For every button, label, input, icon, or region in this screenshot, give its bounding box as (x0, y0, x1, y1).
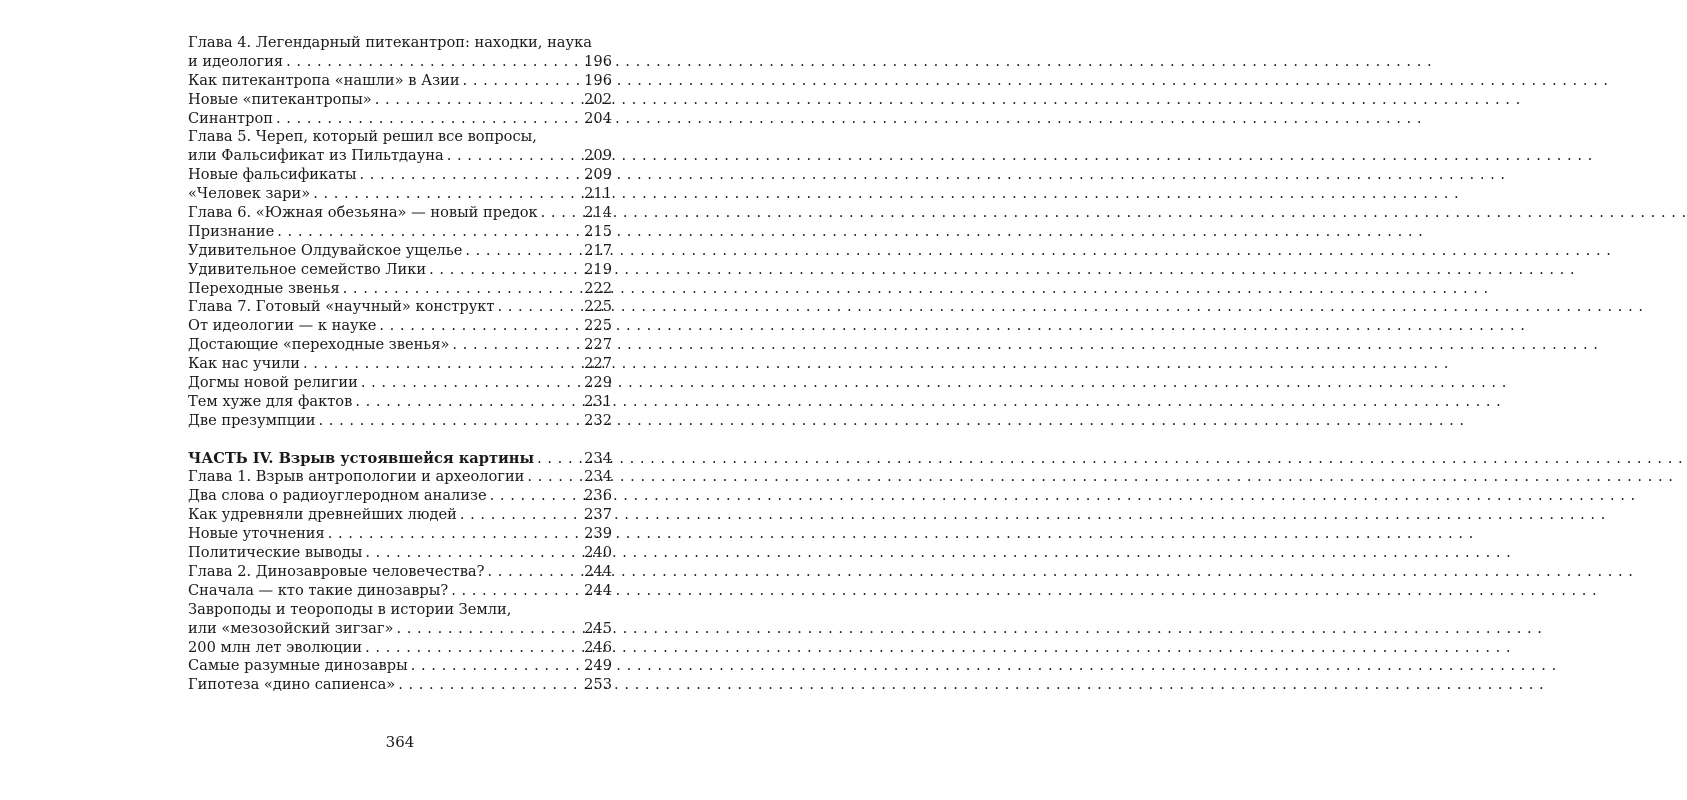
toc-entry-title: Удивительное семейство Лики (188, 260, 427, 278)
toc-entry-title: или Фальсификат из Пильтдауна (188, 147, 444, 165)
dot-leader (313, 185, 580, 204)
toc-page-number: 225 (584, 317, 612, 335)
dot-leader (396, 620, 580, 639)
toc-page-number: 227 (584, 336, 612, 354)
toc-entry (188, 525, 612, 544)
dot-leader (541, 204, 580, 223)
dot-leader (328, 525, 580, 544)
toc-entry-title: и идеология (188, 52, 284, 70)
dot-leader (490, 487, 580, 506)
toc-page-number: 253 (584, 676, 612, 694)
dot-leader (379, 317, 580, 336)
toc-page-number: 211 (584, 185, 612, 203)
toc-page-number: 222 (584, 279, 612, 297)
toc-entry-title: Новые «питекантропы» (188, 90, 372, 108)
toc-entry (188, 639, 612, 658)
toc-entry-title: или «мезозойский зигзаг» (188, 619, 394, 637)
dot-leader (447, 147, 580, 166)
toc-entry (188, 204, 612, 223)
toc-entry (188, 185, 612, 204)
toc-page-number: 229 (584, 374, 612, 392)
toc-entry (188, 242, 612, 261)
toc-entry-title: Новые фальсификаты (188, 166, 357, 184)
toc-entry (188, 91, 612, 110)
toc-entry (188, 393, 612, 412)
toc-page-number: 231 (584, 392, 612, 410)
part-spacer (188, 431, 612, 450)
toc-page-number: 204 (584, 109, 612, 127)
toc-entry (188, 563, 612, 582)
toc-entry (188, 355, 612, 374)
dot-leader (398, 676, 580, 695)
toc-entry-title: Как удревняли древнейших людей (188, 506, 457, 524)
toc-page-number: 246 (584, 638, 612, 656)
toc-entry-title: Сначала — кто такие динозавры? (188, 581, 449, 599)
toc-entry-title: Глава 1. Взрыв антропологии и археологии (188, 468, 525, 486)
toc-entry-title: Глава 7. Готовый «научный» конструкт (188, 298, 495, 316)
dot-leader (498, 298, 581, 317)
toc-entry (188, 487, 612, 506)
toc-entry (188, 317, 612, 336)
toc-entry (188, 582, 612, 601)
dot-leader (537, 450, 580, 469)
dot-leader (451, 582, 580, 601)
dot-leader (460, 506, 580, 525)
toc-page-number: 236 (584, 487, 612, 505)
toc-entry-title: Глава 2. Динозавровые человечества? (188, 562, 485, 580)
toc-entry-title: Как нас учили (188, 355, 300, 373)
toc-page-number: 237 (584, 506, 612, 524)
toc-entry (188, 261, 612, 280)
toc-page-number: 217 (584, 241, 612, 259)
dot-leader (375, 91, 580, 110)
toc-entry-title: Глава 6. «Южная обезьяна» — новый предок (188, 204, 538, 222)
toc-entry-title: Удивительное Олдувайское ущелье (188, 241, 463, 259)
page-number: 364 (385, 733, 415, 751)
toc-page-number: 196 (584, 52, 612, 70)
toc-entry (188, 506, 612, 525)
toc-page-number: 244 (584, 562, 612, 580)
toc-entry-title: Достающие «переходные звенья» (188, 336, 450, 354)
toc-page-number: 196 (584, 71, 612, 89)
toc-entry-title: Переходные звенья (188, 279, 340, 297)
dot-leader (276, 110, 580, 129)
toc-entry-title: Глава 4. Легендарный питекантроп: находки, наука (188, 34, 592, 51)
dot-leader (429, 261, 580, 280)
dot-leader (452, 336, 580, 355)
toc-entry (188, 601, 612, 639)
book-page (0, 0, 800, 800)
toc-entry (188, 336, 612, 355)
toc-page-number: 214 (584, 204, 612, 222)
dot-leader (303, 355, 580, 374)
toc-part-heading (188, 450, 612, 469)
toc-entry (188, 280, 612, 299)
toc-entry-title: Глава 5. Череп, который решил все вопросы, (188, 128, 537, 146)
dot-leader (355, 393, 580, 412)
toc-entry (188, 166, 612, 185)
toc-entry-title: 200 млн лет эволюции (188, 638, 363, 656)
toc-entry (188, 544, 612, 563)
toc-entry (188, 223, 612, 242)
toc-page-number: 245 (584, 619, 612, 637)
dot-leader (286, 53, 580, 72)
toc-page-number: 239 (584, 525, 612, 543)
toc-page-number: 219 (584, 260, 612, 278)
toc-entry-title: Политические выводы (188, 544, 363, 562)
dot-leader (365, 639, 580, 658)
dot-leader (319, 412, 581, 431)
toc-page-number: 244 (584, 581, 612, 599)
toc-page-number: 215 (584, 222, 612, 240)
table-of-contents (188, 34, 612, 695)
dot-leader (365, 544, 580, 563)
dot-leader (463, 72, 581, 91)
toc-entry-title: Догмы новой религии (188, 374, 358, 392)
toc-page-number: 209 (584, 166, 612, 184)
toc-page-number: 234 (584, 449, 612, 467)
toc-page-number: 209 (584, 147, 612, 165)
dot-leader (465, 242, 580, 261)
toc-page-number: 227 (584, 355, 612, 373)
toc-entry-title: Самые разумные динозавры (188, 657, 408, 675)
toc-entry (188, 128, 612, 166)
toc-entry (188, 34, 612, 72)
toc-entry-title: Синантроп (188, 109, 273, 127)
toc-page-number: 249 (584, 657, 612, 675)
toc-entry-title: ЧАСТЬ IV. Взрыв устоявшейся картины (188, 449, 535, 467)
toc-entry-title: От идеологии — к науке (188, 317, 377, 335)
toc-entry-title: Признание (188, 222, 275, 240)
toc-entry (188, 468, 612, 487)
toc-page-number: 225 (584, 298, 612, 316)
toc-entry-title: Гипотеза «дино сапиенса» (188, 676, 396, 694)
dot-leader (411, 657, 580, 676)
toc-entry (188, 72, 612, 91)
toc-entry (188, 110, 612, 129)
toc-entry-title: Два слова о радиоуглеродном анализе (188, 487, 487, 505)
dot-leader (343, 280, 580, 299)
toc-entry-title: Две презумпции (188, 411, 316, 429)
toc-entry (188, 298, 612, 317)
dot-leader (361, 374, 580, 393)
toc-entry-title: Завроподы и теороподы в истории Земли, (188, 600, 512, 618)
dot-leader (487, 563, 580, 582)
toc-entry-title: Тем хуже для фактов (188, 392, 353, 410)
dot-leader (360, 166, 581, 185)
toc-entry (188, 374, 612, 393)
dot-leader (527, 468, 580, 487)
toc-page-number: 240 (584, 544, 612, 562)
toc-entry (188, 657, 612, 676)
toc-entry-title: «Человек зари» (188, 185, 311, 203)
toc-entry (188, 412, 612, 431)
toc-page-number: 234 (584, 468, 612, 486)
toc-entry-title: Как питекантропа «нашли» в Азии (188, 71, 460, 89)
toc-entry-title: Новые уточнения (188, 525, 325, 543)
toc-page-number: 232 (584, 411, 612, 429)
dot-leader (277, 223, 580, 242)
toc-page-number: 202 (584, 90, 612, 108)
toc-entry (188, 676, 612, 695)
